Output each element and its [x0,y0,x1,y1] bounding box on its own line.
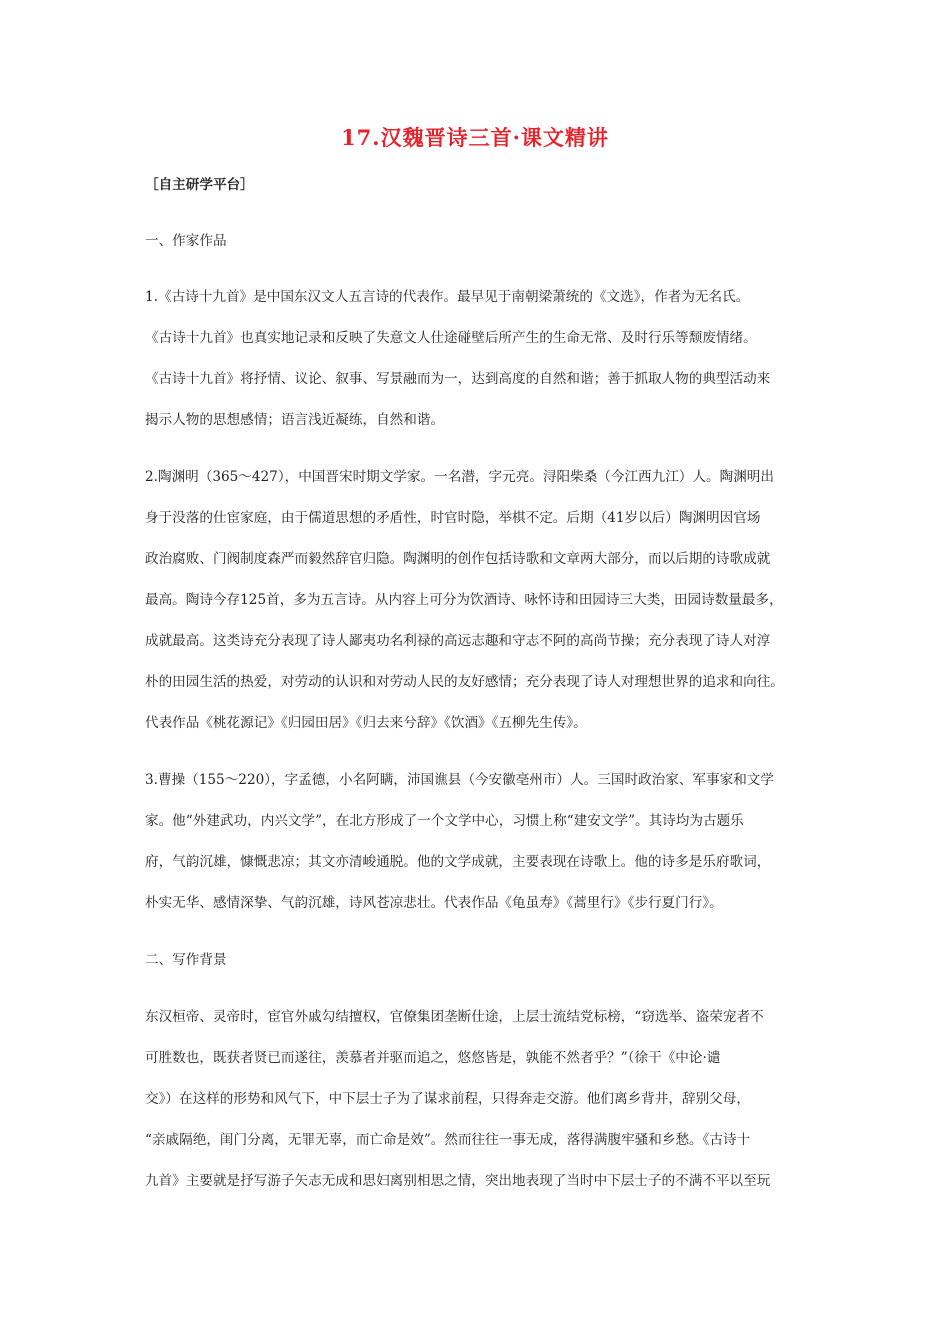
paragraph-line: “亲戚隔绝，闺门分离，无罪无辜，而亡命是效”。然而往往一事无成，落得满腹牢骚和乡愁。《古诗十 [145,1132,751,1148]
paragraph-line: 《古诗十九首》将抒情、议论、叙事、写景融而为一，达到高度的自然和谐；善于抓取人物的典型活动来 [145,371,771,387]
paragraph-line: 揭示人物的思想感情；语言浅近凝练，自然和谐。 [145,412,445,428]
paragraph-line: 2.陶渊明（365～427），中国晋宋时期文学家。一名潜，字元亮。浔阳柴桑（今江西九江）人。陶渊明出 [145,469,774,485]
paragraph-line: 1.《古诗十九首》是中国东汉文人五言诗的代表作。最早见于南朝梁萧统的《文选》，作者为无名氏。 [145,289,750,305]
section-label: ［自主研学平台］ [145,177,254,193]
paragraph-line: 身于没落的仕宦家庭，由于儒道思想的矛盾性，时官时隐，举棋不定。后期（41岁以后）陶渊明因官场 [145,510,761,526]
document-title: 17.汉魏晋诗三首·课文精讲 [341,125,609,150]
paragraph-line: 《古诗十九首》也真实地记录和反映了失意文人仕途碰壁后所产生的生命无常、及时行乐等颓废情绪。 [145,330,757,346]
heading-author-works: 一、作家作品 [145,233,227,249]
paragraph-line: 成就最高。这类诗充分表现了诗人鄙夷功名利禄的高远志趣和守志不阿的高尚节操；充分表现了诗人对淳 [145,633,771,649]
paragraph-line: 可胜数也，既获者贤已而遂往，羡慕者并驱而追之，悠悠皆是，孰能不然者乎？”（徐干《中论·谴 [145,1050,721,1066]
paragraph-line: 家。他“外建武功，内兴文学”，在北方形成了一个文学中心，习惯上称“建安文学”。其诗均为古题乐 [145,813,744,829]
paragraph-line: 朴的田园生活的热爱，对劳动的认识和对劳动人民的友好感情；充分表现了诗人对理想世界的追求和向往。 [145,674,784,690]
paragraph-line: 政治腐败、门阀制度森严而毅然辞官归隐。陶渊明的创作包括诗歌和文章两大部分，而以后期的诗歌成就 [145,551,771,567]
paragraph-line: 代表作品《桃花源记》《归园田居》《归去来兮辞》《饮酒》《五柳先生传》。 [145,715,587,731]
heading-writing-background: 二、写作背景 [145,952,227,968]
paragraph-line: 3.曹操（155～220），字孟德，小名阿瞒，沛国谯县（今安徽亳州市）人。三国时政治家、军事家和文学 [145,772,774,788]
paragraph-line: 最高。陶诗今存125首，多为五言诗。从内容上可分为饮酒诗、咏怀诗和田园诗三大类，田园诗数量最多， [145,592,783,608]
paragraph-line: 府，气韵沉雄，慷慨悲凉；其文亦清峻通脱。他的文学成就，主要表现在诗歌上。他的诗多是乐府歌词， [145,854,771,870]
paragraph-line: 东汉桓帝、灵帝时，宦官外戚勾结擅权，官僚集团垄断仕途，上层士流结党标榜，“窃选举、盗荣宠者不 [145,1009,764,1025]
paragraph-line: 交》）在这样的形势和风气下，中下层士子为了谋求前程，只得奔走交游。他们离乡背井，辞别父母， [145,1091,750,1107]
paragraph-line: 朴实无华、感情深挚、气韵沉雄，诗风苍凉悲壮。代表作品《龟虽寿》《蒿里行》《步行夏门行》。 [145,895,723,911]
paragraph-line: 九首》主要就是抒写游子矢志无成和思妇离别相思之情，突出地表现了当时中下层士子的不满不平以至玩 [145,1173,771,1189]
